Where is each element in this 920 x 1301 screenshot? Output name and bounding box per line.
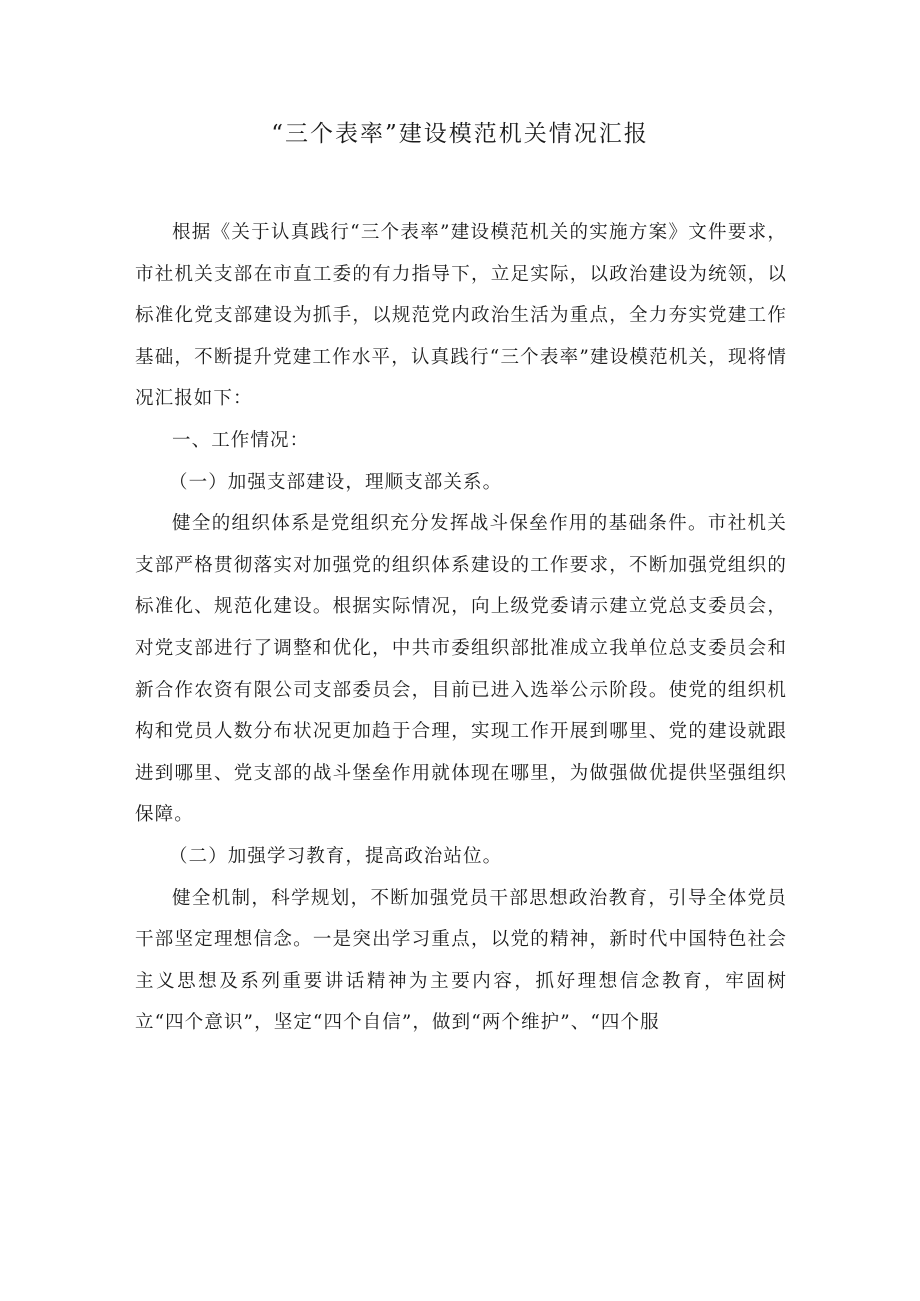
branch-building-paragraph: 健全的组织体系是党组织充分发挥战斗保垒作用的基础条件。市社机关支部严格贯彻落实对加强党的组织体系建设的工作要求，不断加强党组织的标准化、规范化建设。根据实际情况，向上级党委请示建立党总支委员会，对党支部进行了调整和优化，中共市委组织部批准成立我单位总支委员会和新合作农资有限公司支部委员会，目前已进入选举公示阶段。使党的组织机构和党员人数分布状况更加趋于合理，实现工作开展到哪里、党的建设就跟进到哪里、党支部的战斗堡垒作用就体现在哪里，为做强做优提供坚强组织保障。 bbox=[135, 513, 787, 826]
document-body bbox=[135, 212, 787, 1044]
subsection-heading-study-education: （二）加强学习教育，提高政治站位。 bbox=[169, 845, 503, 867]
section-heading-work-status: 一、工作情况： bbox=[172, 429, 310, 451]
intro-paragraph: 根据《关于认真践行“三个表率”建设模范机关的实施方案》文件要求，市社机关支部在市直工委的有力指导下，立足实际，以政治建设为统领，以标准化党支部建设为抓手，以规范党内政治生活为重点，全力夯实党建工作基础，不断提升党建工作水平，认真践行“三个表率”建设模范机关，现将情况汇报如下： bbox=[135, 222, 787, 410]
document-title: “三个表率”建设模范机关情况汇报 bbox=[271, 121, 649, 147]
study-education-paragraph: 健全机制，科学规划，不断加强党员干部思想政治教育，引导全体党员干部坚定理想信念。一是突出学习重点，以党的精神，新时代中国特色社会主义思想及系列重要讲话精神为主要内容，抓好理想信念教育，牢固树立“四个意识”，坚定“四个自信”，做到“两个维护”、“四个服 bbox=[135, 887, 787, 1034]
subsection-heading-branch-building: （一）加强支部建设，理顺支部关系。 bbox=[169, 471, 503, 493]
